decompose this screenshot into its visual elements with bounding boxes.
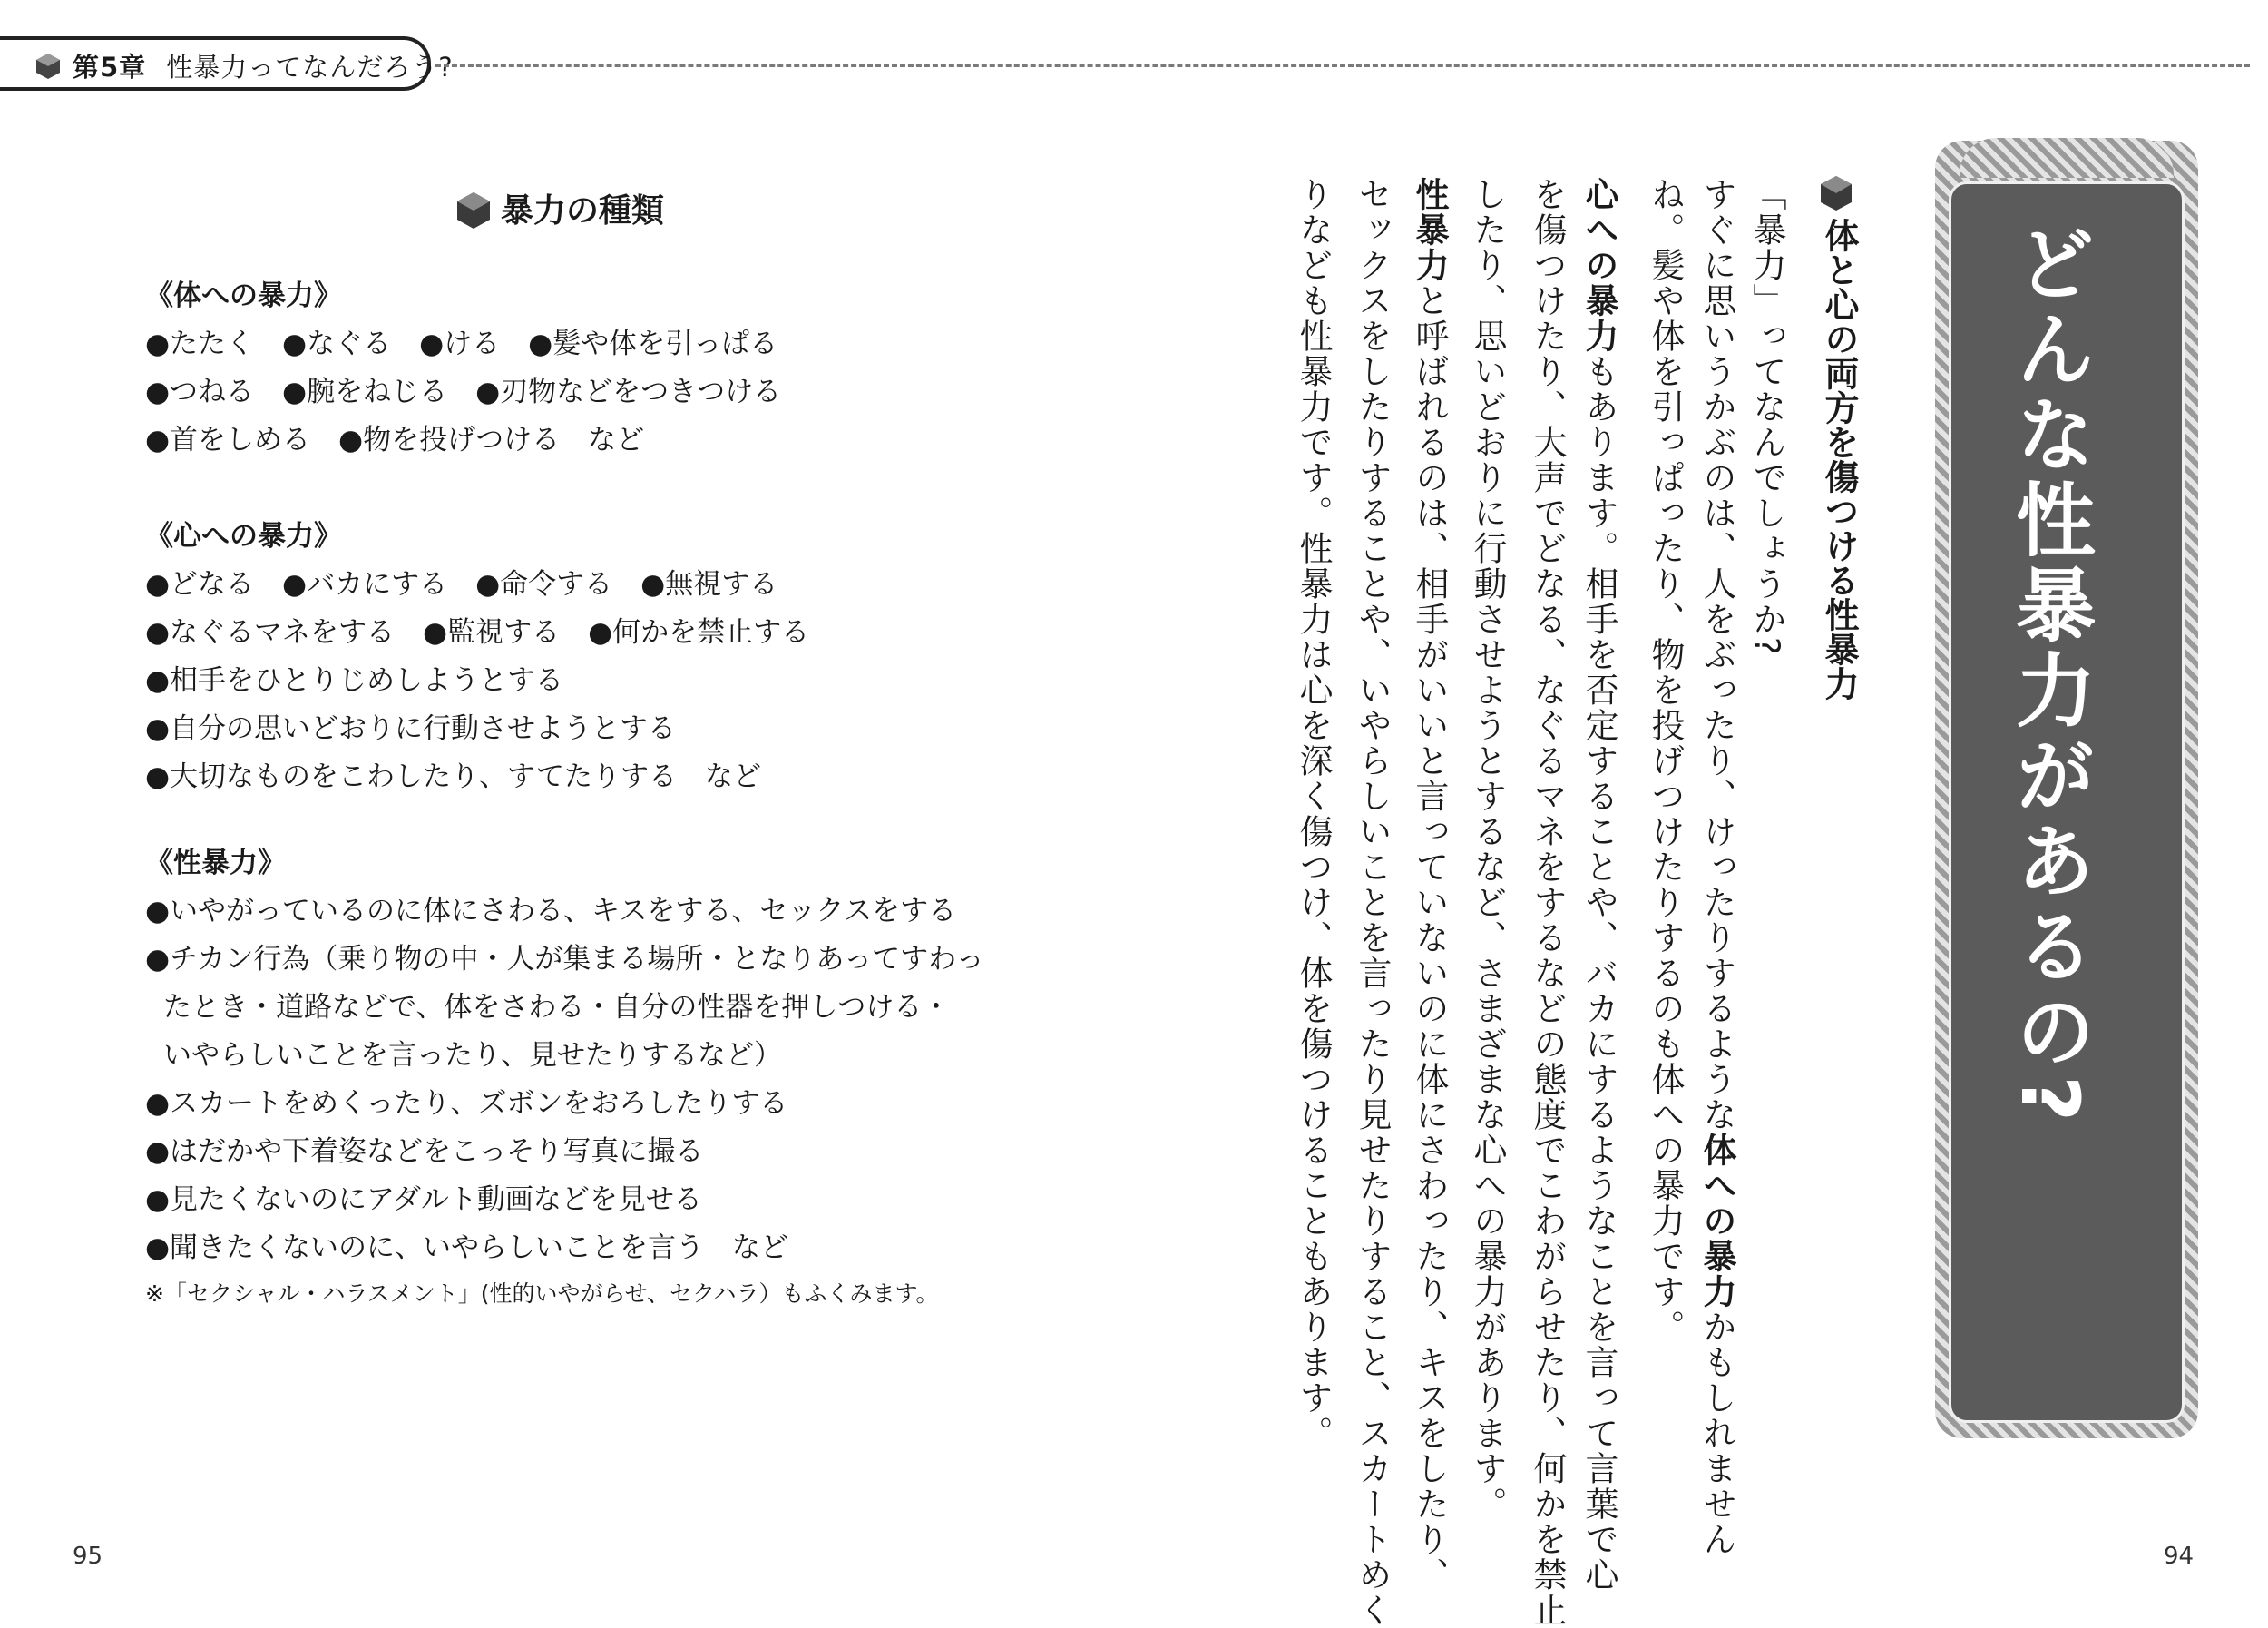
body-column: 性暴力と呼ばれるのは、相手がいいと言っていないのに体にさわったり、キスをしたり、 <box>1410 177 1449 1593</box>
list-item: ●聞きたくないのに、いやらしいことを言う など <box>145 1231 789 1264</box>
list-item: ●どなる ●バカにする ●命令する ●無視する <box>145 568 778 601</box>
list-item: ●スカートをめくったり、ズボンをおろしたりする <box>145 1087 788 1120</box>
hexagon-icon <box>34 53 62 80</box>
body-column: セックスをしたりすることや、いやらしいことを言ったり見せたりすること、スカートめく <box>1353 177 1392 1628</box>
list-item: ●相手をひとりじめしようとする <box>145 664 564 697</box>
body-column: を傷つけたり、大声でどなる、なぐるマネをするなどの態度でこわがらせたり、何かを禁止 <box>1528 177 1567 1628</box>
body-column: したり、思いどおりに行動させようとするなど、さまざまな心への暴力があります。 <box>1468 177 1507 1522</box>
page-number-right: 94 <box>2164 1543 2195 1570</box>
header-dashed-rule <box>435 64 2250 67</box>
list-item: ●首をしめる ●物を投げつける など <box>145 424 645 456</box>
body-column: りなども性暴力です。性暴力は心を深く傷つけ、体を傷つけることもあります。 <box>1294 177 1333 1451</box>
list-item: ●見たくないのにアダルト動画などを見せる <box>145 1183 702 1216</box>
category-label: 《体への暴力》 <box>145 280 342 312</box>
list-item: ●なぐるマネをする ●監視する ●何かを禁止する <box>145 616 810 649</box>
subheading: 体と心の両方を傷つける性暴力 <box>1819 218 1859 701</box>
sexual-violence-list <box>145 839 1016 1316</box>
list-item: ●つねる ●腕をねじる ●刃物などをつきつける <box>145 376 782 408</box>
list-item: たとき・道路などで、体をさわる・自分の性器を押しつける・ <box>163 991 951 1024</box>
list-item: いやらしいことを言ったり、見せたりするなど） <box>163 1039 782 1072</box>
category-label: 《心への暴力》 <box>145 520 342 553</box>
body-column: 心への暴力もあります。相手を否定することや、バカにするようなことを言って言葉で心 <box>1579 177 1618 1593</box>
title-banner-cap <box>1960 138 2174 178</box>
list-item: ●はだかや下着姿などをこっそり写真に撮る <box>145 1135 704 1168</box>
footnote: ※「セクシャル・ハラスメント」(性的いやがらせ、セクハラ）もふくみます。 <box>145 1280 939 1307</box>
list-item: ●自分の思いどおりに行動させようとする <box>145 712 677 745</box>
body-column: すぐに思いうかぶのは、人をぶったり、けったりするような体への暴力かもしれません <box>1697 177 1736 1557</box>
chapter-title: 性暴力ってなんだろう? <box>166 52 454 83</box>
hexagon-icon <box>1817 174 1855 212</box>
chapter-header <box>73 47 454 84</box>
mental-violence-list <box>145 513 1016 801</box>
list-item: ●チカン行為（乗り物の中・人が集まる場所・となりあってすわっ <box>145 943 984 976</box>
list-item: ●いやがっているのに体にさわる、キスをする、セックスをする <box>145 895 957 927</box>
physical-violence-list <box>145 272 1016 465</box>
hexagon-icon <box>454 191 494 230</box>
list-item: ●大切なものをこわしたり、すてたりする など <box>145 760 761 793</box>
body-column: ね。髪や体を引っぱったり、物を投げつけたりするのも体への暴力です。 <box>1646 177 1685 1345</box>
chapter-number: 第5章 <box>73 52 147 83</box>
category-label: 《性暴力》 <box>145 847 286 879</box>
list-item: ●たたく ●なぐる ●ける ●髪や体を引っぱる <box>145 328 778 360</box>
page-number-left: 95 <box>73 1543 103 1570</box>
main-title: どんな性暴力があるの? <box>2003 222 2097 1128</box>
body-column: 「暴力」ってなんでしょうか? <box>1747 177 1786 657</box>
section-title: 暴力の種類 <box>501 192 665 230</box>
